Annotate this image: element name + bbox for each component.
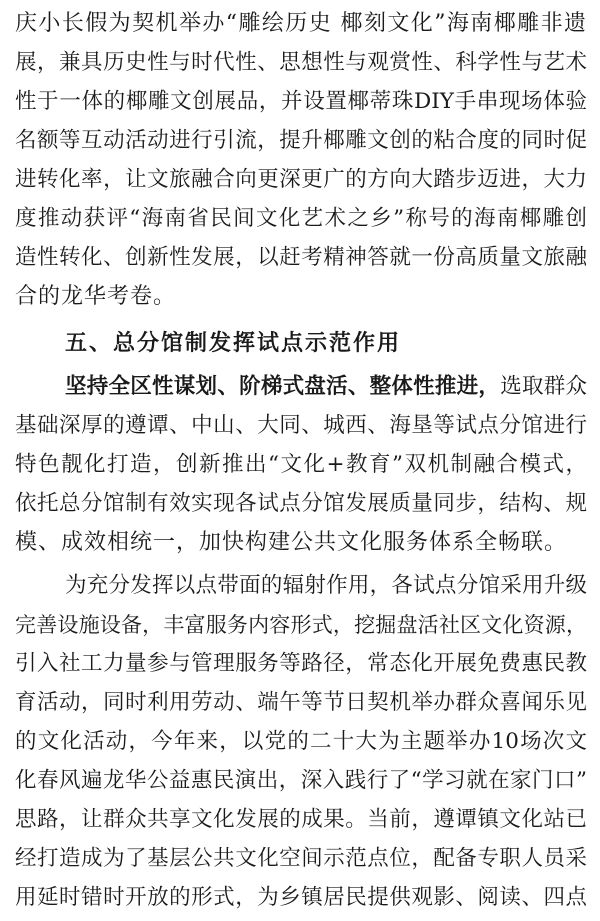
paragraph-1-line-2: 展，兼具历史性与时代性、思想性与观赏性、科学性与艺术 (15, 50, 587, 75)
section-heading: 五、总分馆制发挥试点示范作用 (65, 331, 402, 356)
paragraph-2-lead-rest: 选取群众 (500, 374, 587, 399)
paragraph-1-line-4: 名额等互动活动进行引流，提升椰雕文创的粘合度的同时促 (15, 128, 587, 153)
paragraph-2-line-2: 基础深厚的遵谭、中山、大同、城西、海垦等试点分馆进行 (15, 413, 587, 438)
paragraph-3-line-3: 引入社工力量参与管理服务等路径，常态化开展免费惠民教 (15, 651, 587, 676)
paragraph-3-line-7: 思路，让群众共享文化发展的成果。当前，遵谭镇文化站已 (15, 807, 587, 832)
paragraph-1-line-8: 合的龙华考卷。 (15, 284, 177, 309)
paragraph-2-line-3: 特色靓化打造，创新推出“文化+教育”双机制融合模式， (15, 452, 587, 477)
paragraph-3-line-6: 化春风遍龙华公益惠民演出，深入践行了“学习就在家门口” (15, 768, 587, 793)
paragraph-2-line-4: 依托总分馆制有效实现各试点分馆发展质量同步，结构、规 (15, 491, 587, 516)
paragraph-1-line-1: 庆小长假为契机举办“雕绘历史 椰刻文化”海南椰雕非遗 (15, 11, 587, 36)
paragraph-3-line-1: 为充分发挥以点带面的辐射作用，各试点分馆采用升级 (65, 573, 587, 598)
paragraph-2-lead-bold: 坚持全区性谋划、阶梯式盘活、整体性推进， (65, 374, 501, 399)
paragraph-1-line-5: 进转化率，让文旅融合向更深更广的方向大踏步迈进，大力 (15, 167, 587, 192)
paragraph-3-line-5: 的文化活动，今年来，以党的二十大为主题举办10场次文 (15, 729, 587, 754)
paragraph-3-line-9: 用延时错时开放的形式，为乡镇居民提供观影、阅读、四点 (15, 885, 587, 910)
paragraph-3-line-8: 经打造成为了基层公共文化空间示范点位，配备专职人员采 (15, 846, 587, 871)
paragraph-3-line-2: 完善设施设备，丰富服务内容形式，挖掘盘活社区文化资源， (15, 613, 587, 637)
paragraph-2-line-5: 模、成效相统一，加快构建公共文化服务体系全畅联。 (15, 530, 568, 555)
paragraph-2-lead-line (65, 368, 587, 406)
paragraph-1-line-3: 性于一体的椰雕文创展品，并设置椰蒂珠DIY手串现场体验 (15, 89, 587, 114)
paragraph-3-line-4: 育活动，同时利用劳动、端午等节日契机举办群众喜闻乐见 (15, 690, 587, 715)
paragraph-1-line-6: 度推动获评“海南省民间文化艺术之乡”称号的海南椰雕创 (15, 206, 587, 231)
paragraph-1-line-7: 造性转化、创新性发展，以赶考精神答就一份高质量文旅融 (15, 245, 587, 270)
